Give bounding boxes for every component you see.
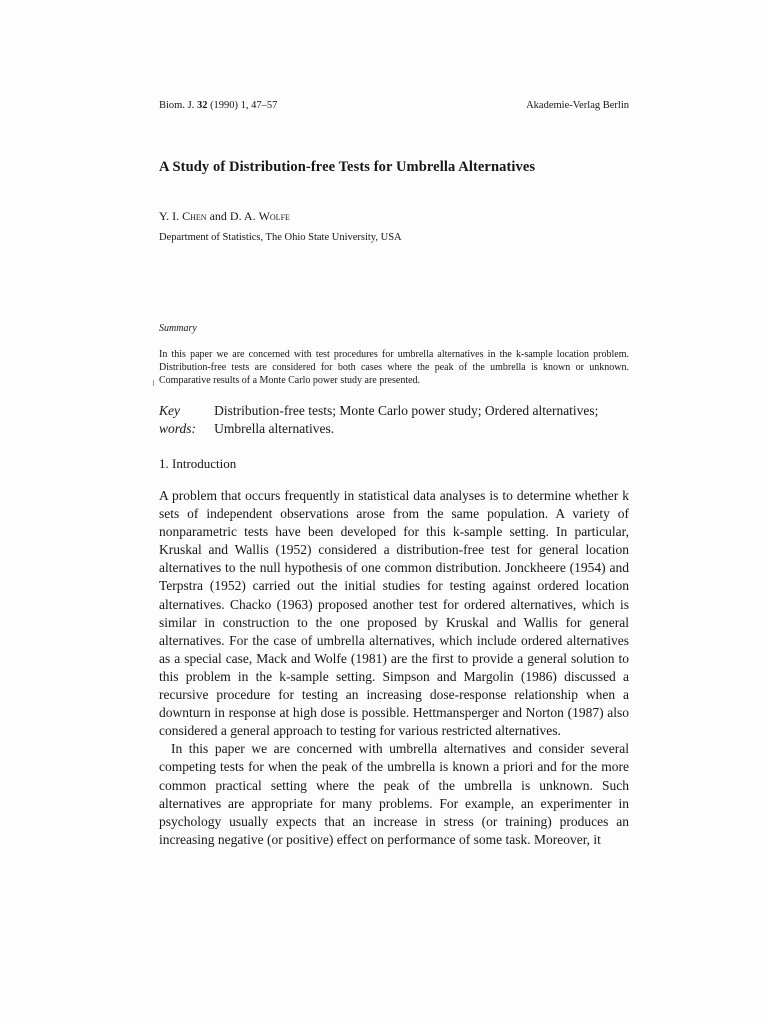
author-wolfe: Wolfe bbox=[258, 209, 290, 223]
paper-title: A Study of Distribution-free Tests for Umbrella Alternatives bbox=[159, 159, 536, 175]
summary-heading: Summary bbox=[159, 323, 197, 334]
publisher: Akademie-Verlag Berlin bbox=[526, 100, 629, 111]
paragraph: A problem that occurs frequently in statistical data analyses is to determine whether k sets of independent observations arose from the same population. A variety of nonparametric tests have been developed for this k-sample setting. In particular, Kruskal and Wallis (1952) considered a distribution-free test for general location alternatives to the null hypothesis of one common distribution. Jonckheere (1954) and Terpstra (1952) carried out the initial studies for testing against ordered location alternatives. Chacko (1963) proposed another test for ordered alternatives, which is similar in construction to the one proposed by Kruskal and Wallis for general alternatives. For the case of umbrella alternatives, which include ordered alternatives as a special case, Mack and Wolfe (1981) are the first to provide a general solution to this problem in the k-sample setting. Simpson and Margolin (1986) discussed a recursive procedure for testing an increasing dose-response relationship when a downturn in response at high dose is possible. Hettmansperger and Norton (1987) also considered a general approach to testing for various restricted alternatives. bbox=[159, 488, 629, 739]
section-heading-introduction: 1. Introduction bbox=[159, 456, 237, 471]
keywords-label: Key words: bbox=[159, 403, 197, 436]
summary-text: In this paper we are concerned with test procedures for umbrella alternatives in the k-sample location problem. Distribution-free tests are considered for both cases where the peak of the umbrella is known or unknown. Comparative results of a Monte Carlo power study are presented. bbox=[159, 349, 629, 386]
running-head bbox=[159, 100, 629, 111]
journal-citation: Biom. J. 32 (1990) 1, 47–57 bbox=[159, 100, 278, 111]
introduction-body bbox=[159, 487, 629, 849]
affiliation: Department of Statistics, The Ohio State University, USA bbox=[159, 232, 402, 243]
authors: Y. I. Chen and D. A. Wolfe bbox=[159, 209, 290, 223]
margin-mark bbox=[153, 380, 154, 386]
paragraph: In this paper we are concerned with umbrella alternatives and consider several competing tests for when the peak of the umbrella is known a priori and for the more common practical setting where the peak of the umbrella is unknown. Such alternatives are appropriate for many problems. For example, an experimenter in psychology usually expects that an increase in stress (or training) produces an increasing negative (or positive) effect on performance of some task. Moreover, it bbox=[159, 741, 629, 847]
author-chen: Chen bbox=[182, 209, 207, 223]
keywords bbox=[159, 402, 629, 438]
keywords-text: Distribution-free tests; Monte Carlo power study; Ordered alternatives; Umbrella alternatives. bbox=[214, 403, 599, 436]
